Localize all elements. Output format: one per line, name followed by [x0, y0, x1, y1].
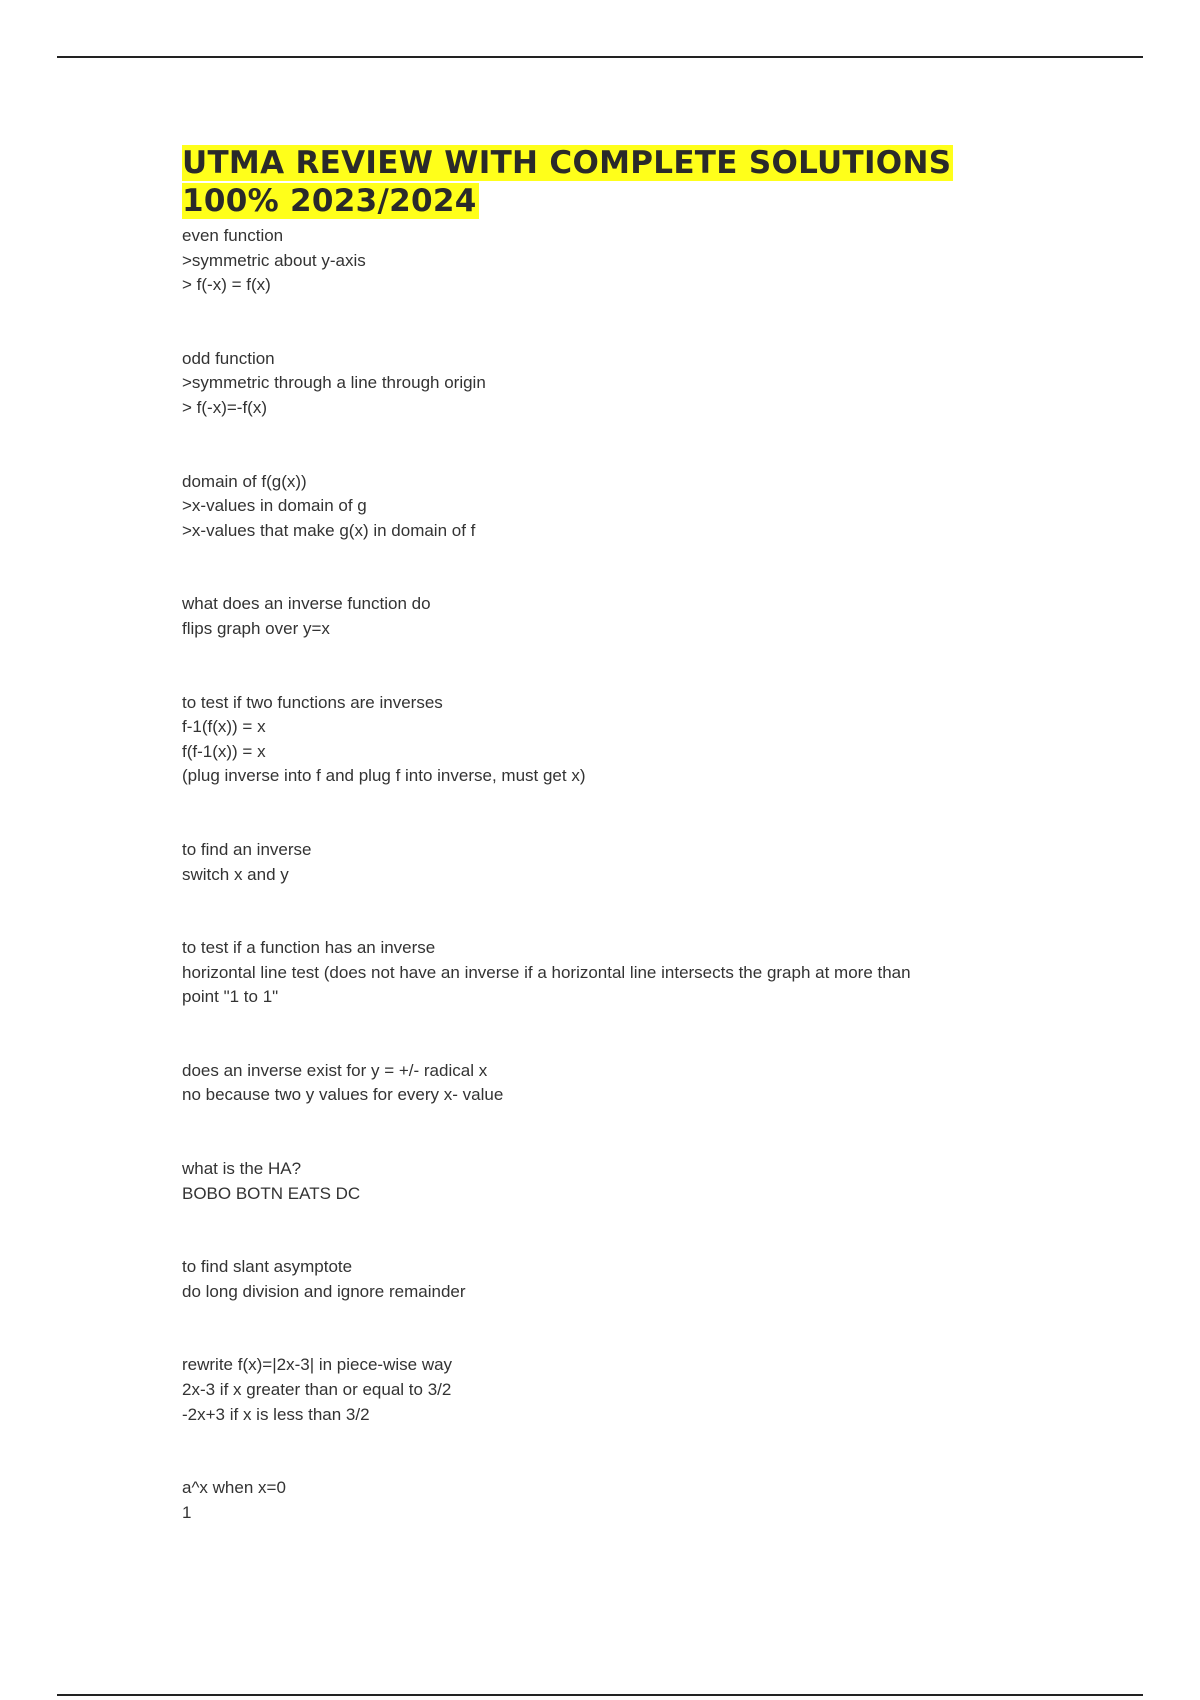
flashcard-definition-line: switch x and y [182, 864, 289, 884]
flashcard-term: what does an inverse function do [182, 594, 431, 614]
flashcard-term: even function [182, 226, 284, 245]
flashcard-definition-line: horizontal line test (does not have an inverse if a horizontal line intersects the graph at more than [182, 962, 911, 982]
flashcard-item [182, 470, 1002, 544]
flashcard-term: domain of f(g(x)) [182, 471, 307, 491]
flashcard-item [182, 347, 1002, 421]
flashcard-list [182, 224, 1002, 1525]
flashcard-item [182, 838, 1002, 887]
flashcard-term: rewrite f(x)=|2x-3| in piece-wise way [182, 1355, 453, 1375]
flashcard-term: to find an inverse [182, 839, 312, 859]
flashcard-definition-line: do long division and ignore remainder [182, 1281, 466, 1301]
flashcard-item [182, 592, 1002, 641]
flashcard-definition-line: 2x-3 if x greater than or equal to 3/2 [182, 1380, 452, 1400]
flashcard-term: to test if two functions are inverses [182, 692, 443, 712]
flashcard-definition-line: flips graph over y=x [182, 618, 330, 638]
title-line-2: 100% 2023/2024 [182, 183, 477, 219]
flashcard-item [182, 1059, 1002, 1108]
document-title [182, 144, 1002, 220]
flashcard-definition-line: >symmetric through a line through origin [182, 373, 486, 393]
flashcard-item [182, 1353, 1002, 1427]
flashcard-term: to test if a function has an inverse [182, 938, 436, 958]
flashcard-item [182, 1255, 1002, 1304]
flashcard-definition-line: point "1 to 1" [182, 987, 279, 1007]
flashcard-item [182, 1476, 1002, 1525]
flashcard-definition-line: >x-values in domain of g [182, 496, 367, 516]
flashcard-definition-line: no because two y values for every x- value [182, 1085, 504, 1105]
flashcard-item [182, 1157, 1002, 1206]
flashcard-term: odd function [182, 348, 275, 368]
flashcard-definition-line: f-1(f(x)) = x [182, 717, 266, 737]
document-body [182, 144, 1002, 1574]
flashcard-term: a^x when x=0 [182, 1478, 286, 1498]
flashcard-term: does an inverse exist for y = +/- radical x [182, 1060, 488, 1080]
flashcard-item [182, 691, 1002, 789]
flashcard-definition-line: (plug inverse into f and plug f into inverse, must get x) [182, 766, 586, 786]
flashcard-definition-line: BOBO BOTN EATS DC [182, 1183, 361, 1203]
flashcard-definition-line: > f(-x) = f(x) [182, 275, 271, 295]
flashcard-definition-line: > f(-x)=-f(x) [182, 397, 267, 417]
flashcard-definition-line: >x-values that make g(x) in domain of f [182, 520, 476, 540]
flashcard-term: to find slant asymptote [182, 1257, 353, 1277]
title-line-1: UTMA REVIEW WITH COMPLETE SOLUTIONS [182, 145, 952, 181]
flashcard-definition-line: -2x+3 if x is less than 3/2 [182, 1404, 370, 1424]
flashcard-definition-line: f(f-1(x)) = x [182, 741, 266, 761]
flashcard-definition-line: 1 [182, 1502, 192, 1522]
top-divider [57, 56, 1143, 58]
flashcard-term: what is the HA? [182, 1159, 302, 1179]
flashcard-definition-line: >symmetric about y-axis [182, 250, 366, 270]
flashcard-item [182, 224, 1002, 298]
flashcard-item [182, 936, 1002, 1010]
bottom-divider [57, 1694, 1143, 1696]
